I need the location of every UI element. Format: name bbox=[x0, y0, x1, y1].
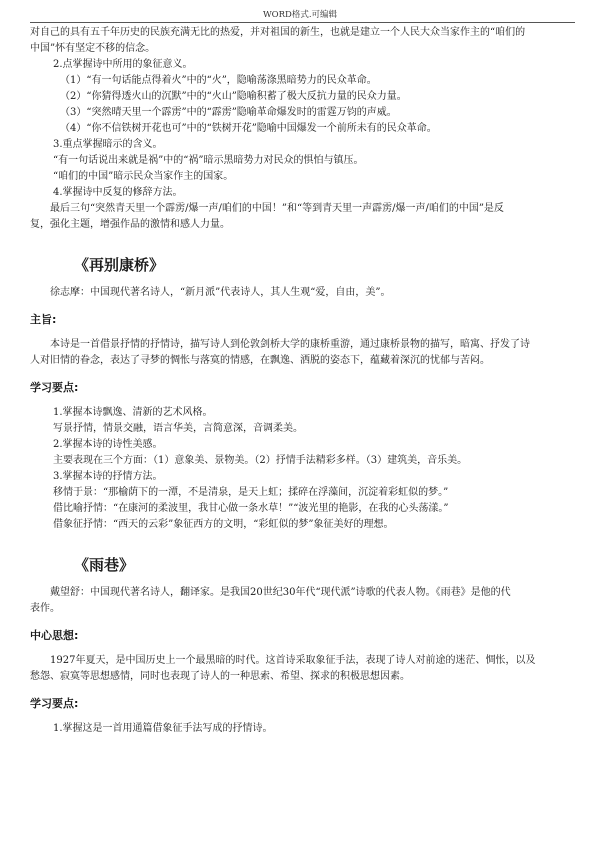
list-item: 移情于景：“那榆荫下的一潭，不是清泉，是天上虹；揉碎在浮藻间，沉淀着彩虹似的梦。” bbox=[53, 487, 449, 498]
section-heading: 学习要点: bbox=[30, 381, 79, 394]
poem-title: 《再别康桥》 bbox=[74, 256, 165, 274]
intro-line: 中国”怀有坚定不移的信念。 bbox=[30, 43, 156, 54]
paragraph-line: 本诗是一首借景抒情的抒情诗，描写诗人到伦敦剑桥大学的康桥重游，通过康桥景物的描写，暗寓、抒发了诗 bbox=[50, 339, 530, 350]
paragraph-line: 人对旧情的眷念，表达了寻梦的惆怅与落寞的情感，在飘逸、洒脱的姿态下，蕴藏着深沉的忧郁与苦闷。 bbox=[30, 355, 490, 366]
section-heading: 学习要点: bbox=[30, 697, 79, 710]
list-item: 3.掌握本诗的抒情方法。 bbox=[53, 471, 163, 482]
section-heading: 中心思想: bbox=[30, 629, 79, 642]
section-heading: 主旨: bbox=[30, 313, 57, 326]
list-item: 借比喻抒情：“在康河的柔波里，我甘心做一条水草！”“波光里的艳影，在我的心头荡漾。” bbox=[53, 503, 449, 514]
list-item: 1.掌握本诗飘逸、清新的艺术风格。 bbox=[53, 407, 213, 418]
paragraph-line: 1927年夏天，是中国历史上一个最黑暗的时代。这首诗采取象征手法，表现了诗人对前途的迷茫、惆怅，以及 bbox=[50, 655, 536, 666]
symbol-item: （3）“突然晴天里一个霹雳”中的“霹雳”隐喻革命爆发时的雷霆万钧的声威。 bbox=[60, 107, 397, 118]
list-item: 4.掌握诗中反复的修辞方法。 bbox=[53, 187, 183, 198]
list-item: 借象征抒情：“西天的云彩”象征西方的文明，“彩虹似的梦”象征美好的理想。 bbox=[53, 519, 394, 530]
symbol-item: （4）“你不信铁树开花也可”中的“铁树开花”隐喻中国爆发一个前所未有的民众革命。 bbox=[60, 123, 437, 134]
symbol-item: （2）“你猜得透火山的沉默”中的“火山”隐喻积蓄了极大反抗力量的民众力量。 bbox=[60, 91, 407, 102]
hint-item: “有一句话说出来就是祸”中的“祸”暗示黑暗势力对民众的惧怕与镇压。 bbox=[53, 155, 364, 166]
symbol-item: （1）“有一句话能点得着火”中的“火”，隐喻荡涤黑暗势力的民众革命。 bbox=[60, 75, 377, 86]
list-item: 2.掌握本诗的诗性美感。 bbox=[53, 439, 163, 450]
list-item: 写景抒情，情景交融，语言华美，言简意深，音调柔美。 bbox=[53, 423, 303, 434]
list-item: 2.点掌握诗中所用的象征意义。 bbox=[53, 59, 193, 70]
header-divider bbox=[30, 22, 575, 23]
list-item: 主要表现在三个方面：（1）意象美、景物美。（2）抒情手法精彩多样。（3）建筑美，音乐美。 bbox=[53, 455, 468, 466]
intro-line: 对自己的具有五千年历史的民族充满无比的热爱，并对祖国的新生，也就是建立一个人民大众当家作主的“咱们的 bbox=[30, 27, 526, 38]
list-item: 3.重点掌握暗示的含义。 bbox=[53, 139, 163, 150]
author-intro: 表作。 bbox=[30, 603, 60, 614]
paragraph-line: 复，强化主题，增强作品的激情和感人力量。 bbox=[30, 219, 230, 230]
author-intro: 徐志摩：中国现代著名诗人，“新月派”代表诗人，其人生观“爱，自由，美”。 bbox=[50, 287, 391, 298]
author-intro: 戴望舒：中国现代著名诗人，翻译家。是我国20世纪30年代“现代派”诗歌的代表人物。《雨巷》是他的代 bbox=[50, 587, 511, 598]
paragraph-line: 最后三句“突然青天里一个霹雳/爆一声/咱们的中国！”和“等到青天里一声霹雳/爆一声/咱们的中国”是反 bbox=[50, 203, 504, 214]
page-header: WORD格式.可编辑 bbox=[262, 10, 338, 20]
list-item: 1.掌握这是一首用通篇借象征手法写成的抒情诗。 bbox=[53, 723, 273, 734]
poem-title: 《雨巷》 bbox=[74, 556, 135, 574]
paragraph-line: 愁怨、寂寞等思想感情，同时也表现了诗人的一种思索、希望、探求的积极思想因素。 bbox=[30, 671, 410, 682]
document-body bbox=[30, 25, 575, 737]
hint-item: “咱们的中国”暗示民众当家作主的国家。 bbox=[53, 171, 234, 182]
